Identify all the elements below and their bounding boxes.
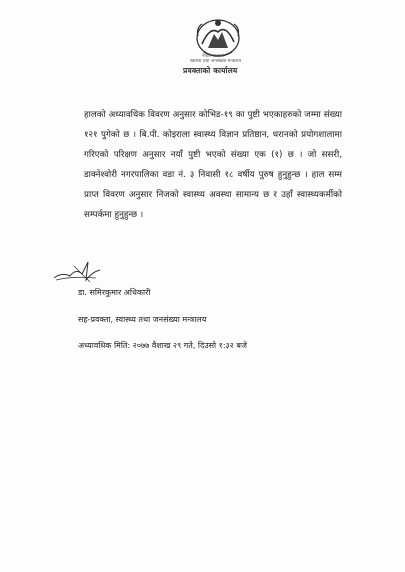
press-release-paragraph: हालको अध्यावधिक विवरण अनुसार कोभिड-१९ का पुष्टी भएकाहरुको जम्मा संख्या १२१ पुगेको छ । बि.पी. कोइराला स्वास्थ्य विज्ञान प्रतिष्ठान, धरानको प्रयोगशालामा गरिएको परिक्षण अनुसार नयाँ पुष्टी भएको संख्या एक (१) छ । जो ससरी, डाक्नेश्वोरी नगरपालिका वडा नं. ३ निवासी १८ वर्षीय पुरुष हुनुहुन्छ । हाल सम्म प्राप्त विवरण अनुसार निजको स्वास्थ्य अवस्था सामान्य छ र उहाँ स्वास्थ्यकर्मीको सम्पर्कमा हुनुहुन्छ ।: [84, 110, 342, 220]
emblem-caption-1: नेपाल सरकार: [202, 54, 225, 59]
signatory-name: डा. समिरकुमार अधिकारी: [78, 288, 151, 297]
signatory-designation: सह-प्रवक्ता, स्वास्थ्य तथा जनसंख्या मन्त्रालय: [78, 315, 207, 324]
emblem-caption-2: स्वास्थ्य तथा जनसंख्या मन्त्रालय: [190, 59, 242, 64]
signature-icon: [52, 258, 102, 284]
update-timestamp: अध्यावधिक मिति: २०७७ वैशाख २९ गते, दिउसो १:३२ बजे: [78, 341, 247, 350]
office-name: प्रवक्ताको कार्यालय: [183, 66, 238, 75]
